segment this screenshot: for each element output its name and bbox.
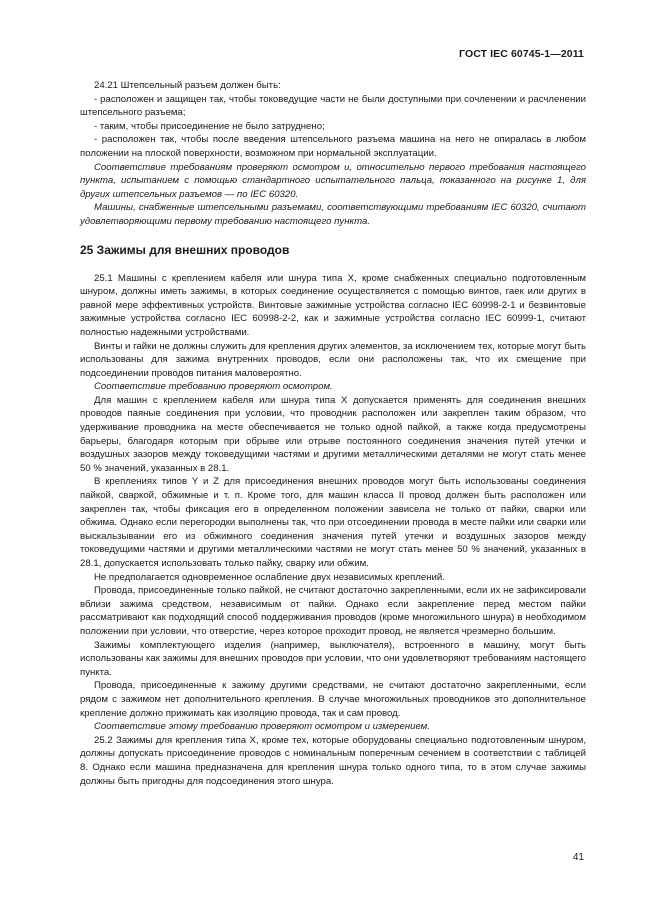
clause-24-21-intro: 24.21 Штепсельный разъем должен быть: (94, 80, 281, 91)
list-item: - таким, чтобы присоединение не было затруднено; (94, 120, 325, 132)
compliance-note: Соответствие этому требованию проверяют осмотром и измерением. (94, 721, 430, 733)
compliance-note: Соответствие требованию проверяют осмотром. (94, 381, 333, 393)
section-heading: 25 Зажимы для внешних проводов (80, 242, 290, 257)
paragraph: Провода, присоединенные к зажиму другими средствами, не считают достаточно закрепленными, если рядом с зажимом нет дополнительного крепления. В случае многожильных проводников это дополнительное крепление должно прижимать как изоляцию провода, так и сам провод. (80, 680, 586, 719)
paragraph: Зажимы комплектующего изделия (например, выключателя), встроенного в машину, могут быть использованы как зажимы для внешних проводов при условии, что они удовлетворяют требованиям настоящего пункта. (80, 639, 586, 678)
paragraph: Для машин с креплением кабеля или шнура типа X допускается применять для соединения внешних проводов паяные соединения при условии, что проводник расположен или закреплен таким образом, что удерживание проводника на месте обеспечивается не только одной пайкой, а также когда предусмотрены барьеры, благодаря которым при обрыве или отрыве постоянного соединения значения путей утечки и воздушных зазоров между токоведущими частями и другими металлическими деталями не могут стать менее 50 % значений, указанных в 28.1. (80, 394, 586, 474)
paragraph: Провода, присоединенные только пайкой, не считают достаточно закрепленными, если их не зафиксировали вблизи зажима средством, независимым от пайки. Однако если закрепление перед местом пайки рассматривают как подходящий способ поддерживания проводов (кроме многожильного шнура) в необходимом положении при условии, что отверстие, через которое проходит провод, не является чрезмерно большим. (80, 585, 586, 637)
document-header: ГОСТ IEC 60745-1—2011 (459, 48, 584, 60)
clause-25-1: 25.1 Машины с креплением кабеля или шнура типа X, кроме снабженных специально подготовленным шнуром, должны иметь зажимы, в которых соединение осуществляется с помощью винтов, гаек или других в равной мере эффективных устройств. Винтовые зажимные устройства согласно IEC 60998-2-1 и безвинтовые зажимные устройства согласно IEC 60998-2-2, как и зажимные устройства согласно IEC 60999-1, считают полностью надежными устройствами. (80, 272, 586, 338)
page-number: 41 (572, 852, 584, 863)
list-item: - расположен и защищен так, чтобы токоведущие части не были доступными при сочленении и расчленении штепсельного разъема; (80, 93, 586, 119)
compliance-note: Машины, снабженные штепсельными разъемами, соответствующими требованиям IEC 60320, считают удовлетворяющими первому требованию настоящего пункта. (80, 202, 586, 227)
paragraph: В креплениях типов Y и Z для присоединения внешних проводов могут быть использованы соединения пайкой, сваркой, обжимные и т. п. Кроме того, для машин класса II провод должен быть расположен или закреплен так, чтобы фиксация его в определенном положении зависела не только от пайки, сварки или обжима. Однако если перегородки выполнены так, что при отсоединении провода в месте пайки или сварки или выскальзывании его из обжимного соединения значения путей утечки и воздушных зазоров между токоведущими частями и другими металлическими частями не могут стать менее 50 % значений, указанных в 28.1, допускается использовать только пайку, сварку или обжим. (80, 476, 586, 569)
page-body (80, 79, 586, 788)
clause-25-2: 25.2 Зажимы для крепления типа X, кроме тех, которые оборудованы специально подготовленным шнуром, должны допускать присоединение проводов с номинальным поперечным сечением в соответствии с таблицей 8. Однако если машина предназначена для крепления шнура только одного типа, то в этом случае зажимы должны быть пригодны для подсоединения этого шнура. (80, 734, 586, 787)
compliance-note: Соответствие требованиям проверяют осмотром и, относительно первого требования настоящего пункта, испытанием с помощью стандартного испытательного пальца, показанного на рисунке 1, для других штепсельных разъемов — по IEC 60320. (80, 161, 586, 200)
paragraph: Винты и гайки не должны служить для крепления других элементов, за исключением тех, которые могут быть использованы для зажима внутренних проводов, если они расположены так, что их смещение при подсоединении проводов питания маловероятно. (80, 340, 586, 379)
list-item: - расположен так, чтобы после введения штепсельного разъема машина на него не опиралась в любом положении на плоской поверхности, возможном при нормальной эксплуатации. (80, 134, 586, 159)
paragraph: Не предполагается одновременное ослабление двух независимых креплений. (94, 571, 445, 583)
